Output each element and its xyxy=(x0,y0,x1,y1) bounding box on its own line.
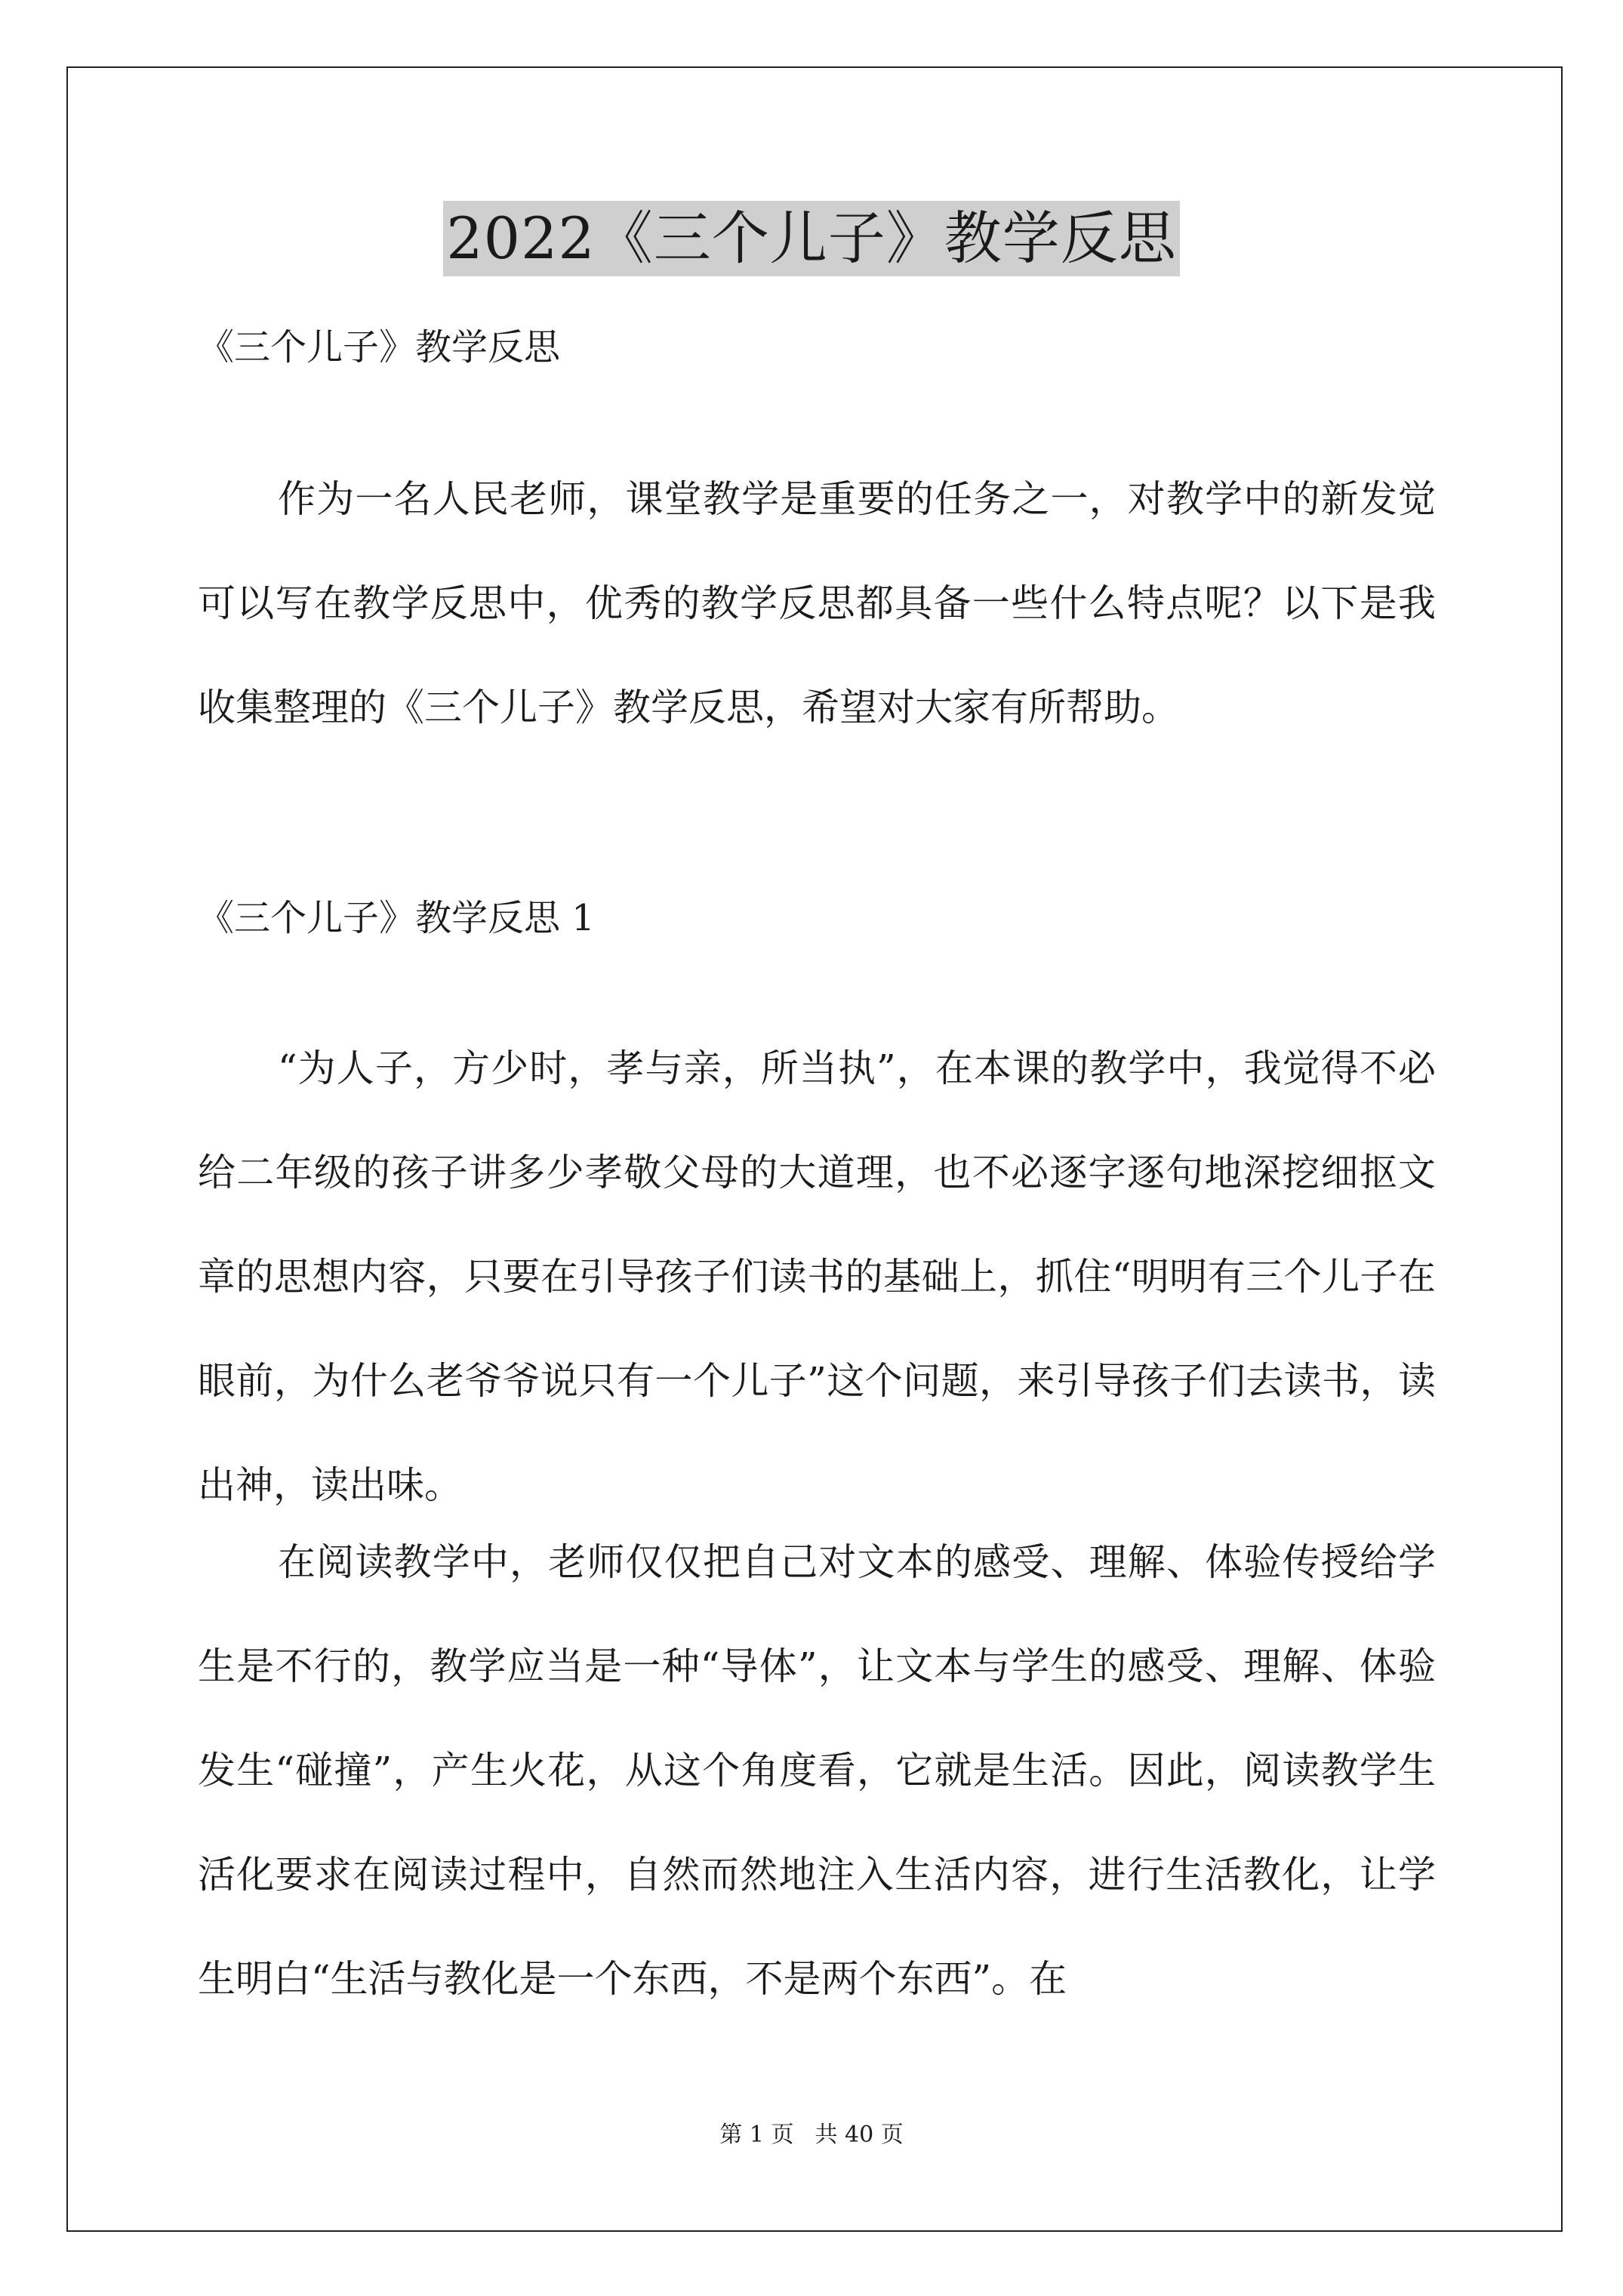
page-total: 共 40 页 xyxy=(815,2122,904,2148)
document-title: 2022《三个儿子》教学反思 xyxy=(443,201,1179,276)
section-1-paragraph-2: 在阅读教学中，老师仅仅把自己对文本的感受、理解、体验传授给学生是不行的，教学应当是一种“导体”，让文本与学生的感受、理解、体验发生“碰撞”，产生火花，从这个角度看，它就是生活。因此，阅读教学生活化要求在阅读过程中，自然而然地注入生活内容，进行生活教化，让学生明白“生活与教化是一个东西，不是两个东西”。在 xyxy=(198,1540,1436,2001)
page-footer xyxy=(0,2120,1623,2150)
intro-paragraph: 作为一名人民老师，课堂教学是重要的任务之一，对教学中的新发觉可以写在教学反思中，优秀的教学反思都具备一些什么特点呢？以下是我收集整理的《三个儿子》教学反思，希望对大家有所帮助。 xyxy=(198,477,1436,729)
page-number: 第 1 页 xyxy=(719,2122,794,2148)
title-container xyxy=(0,201,1623,276)
section-1-paragraph-1: “为人子，方少时，孝与亲，所当执”，在本课的教学中，我觉得不必给二年级的孩子讲多少孝敬父母的大道理，也不必逐字逐句地深挖细抠文章的思想内容，只要在引导孩子们读书的基础上，抓住“明明有三个儿子在眼前，为什么老爷爷说只有一个儿子”这个问题，来引导孩子们去读书，读出神，读出味。 xyxy=(198,1046,1436,1507)
intro-heading: 《三个儿子》教学反思 xyxy=(198,326,561,368)
section-1-heading: 《三个儿子》教学反思 1 xyxy=(198,897,595,939)
